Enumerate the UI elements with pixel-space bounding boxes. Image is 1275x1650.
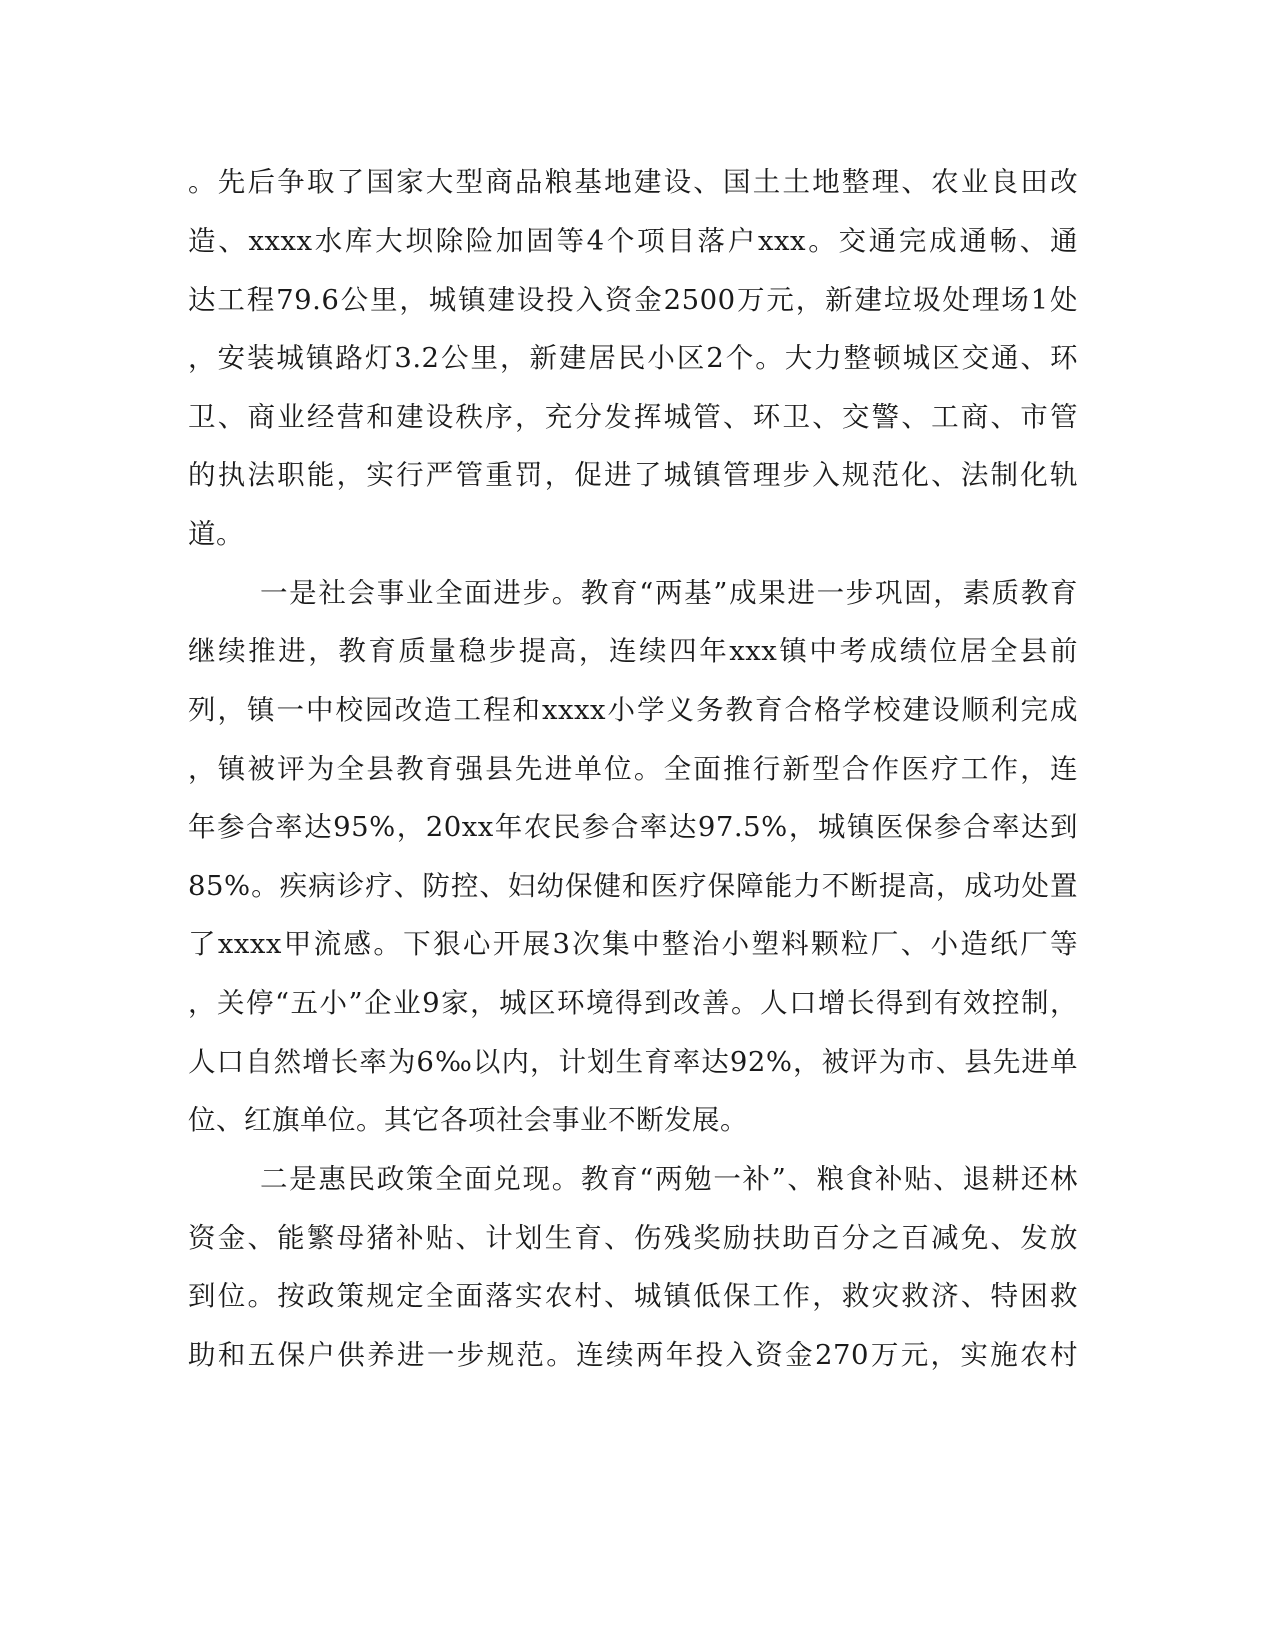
text-line-6: 的执法职能，实行严管重罚，促进了城镇管理步入规范化、法制化轨 [188,459,1078,491]
text-line-10: 列，镇一中校园改造工程和xxxx小学义务教育合格学校建设顺利完成 [188,694,1078,726]
text-line-12: 年参合率达95%，20xx年农民参合率达97.5%，城镇医保参合率达到 [188,811,1078,843]
paragraph-start-line: 二是惠民政策全面兑现。教育“两勉一补”、粮食补贴、退耕还林 [260,1163,1078,1195]
text-line-4: ，安装城镇路灯3.2公里，新建居民小区2个。大力整顿城区交通、环 [188,342,1078,374]
text-line-21: 助和五保户供养进一步规范。连续两年投入资金270万元，实施农村 [188,1339,1078,1371]
text-line-14: 了xxxx甲流感。下狠心开展3次集中整治小塑料颗粒厂、小造纸厂等 [188,928,1078,960]
text-line-17: 位、红旗单位。其它各项社会事业不断发展。 [188,1104,748,1136]
text-line-19: 资金、能繁母猪补贴、计划生育、伤残奖励扶助百分之百减免、发放 [188,1222,1078,1254]
text-line-20: 到位。按政策规定全面落实农村、城镇低保工作，救灾救济、特困救 [188,1280,1078,1312]
text-line-3: 达工程79.6公里，城镇建设投入资金2500万元，新建垃圾处理场1处 [188,284,1078,316]
text-line-2: 造、xxxx水库大坝除险加固等4个项目落户xxx。交通完成通畅、通 [188,225,1078,257]
text-line-16: 人口自然增长率为6‰以内，计划生育率达92%，被评为市、县先进单 [188,1046,1078,1078]
text-line-9: 继续推进，教育质量稳步提高，连续四年xxx镇中考成绩位居全县前 [188,635,1078,667]
text-line-13: 85%。疾病诊疗、防控、妇幼保健和医疗保障能力不断提高，成功处置 [188,870,1078,902]
text-line-1: 。先后争取了国家大型商品粮基地建设、国土土地整理、农业良田改 [188,166,1078,198]
paragraph-start-line: 一是社会事业全面进步。教育“两基”成果进一步巩固，素质教育 [260,577,1078,609]
text-line-7: 道。 [188,518,244,550]
text-line-11: ，镇被评为全县教育强县先进单位。全面推行新型合作医疗工作，连 [188,753,1078,785]
text-line-15: ，关停“五小”企业9家，城区环境得到改善。人口增长得到有效控制， [188,987,1078,1019]
text-line-5: 卫、商业经营和建设秩序，充分发挥城管、环卫、交警、工商、市管 [188,401,1078,433]
